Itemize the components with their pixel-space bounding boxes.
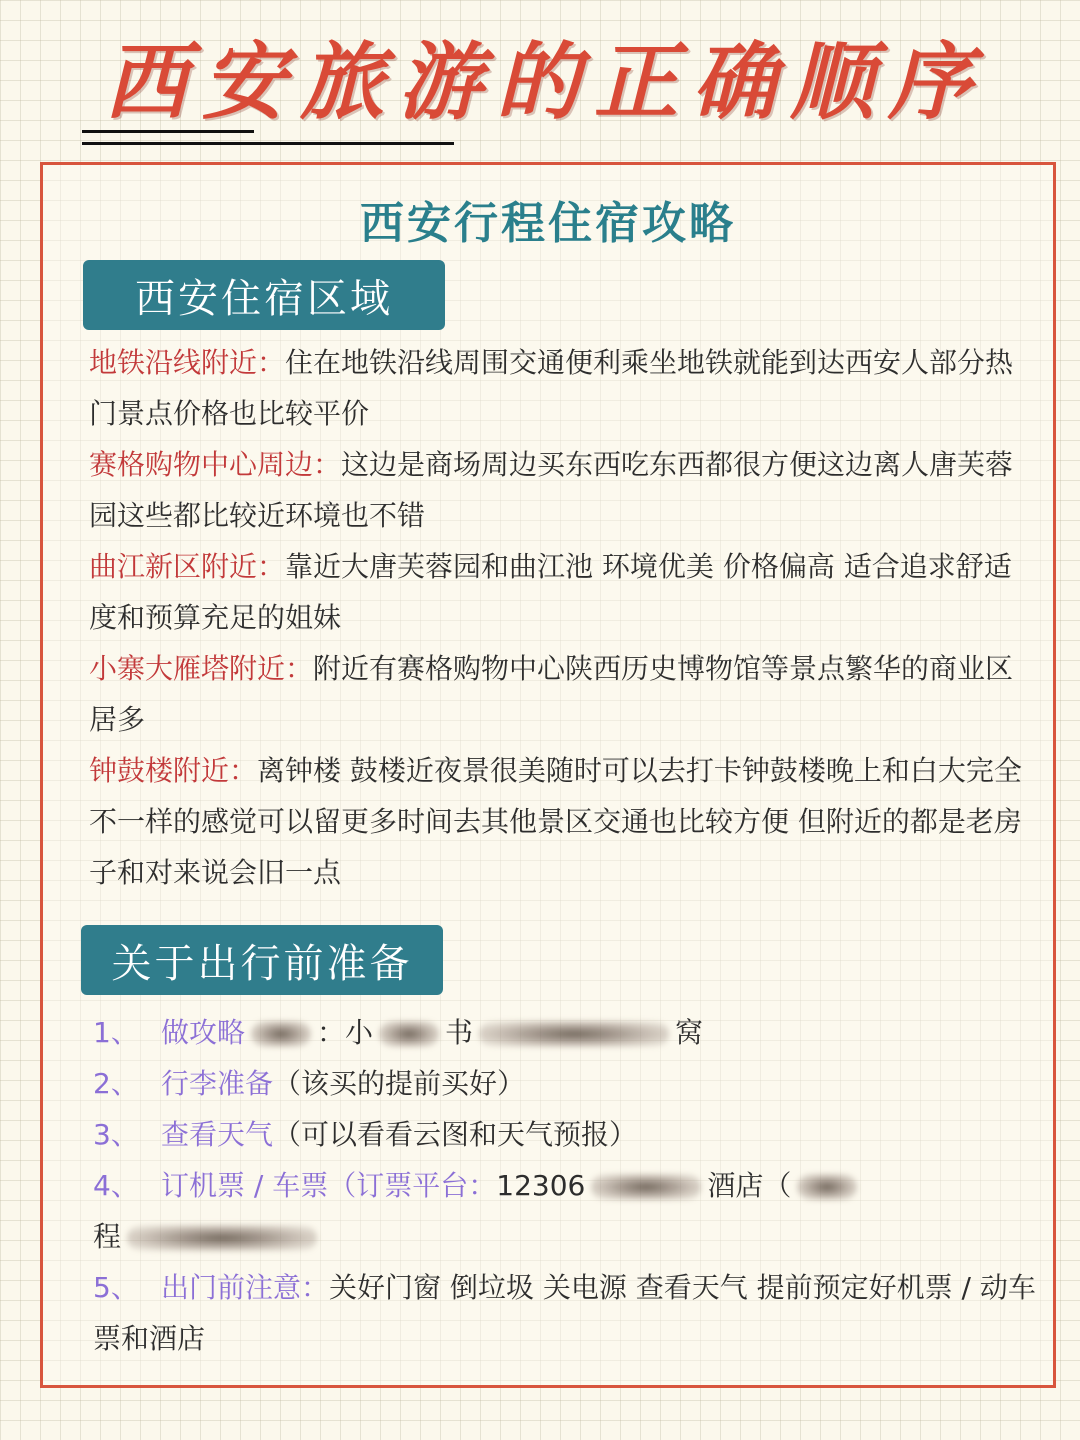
page-title-bar (50, 20, 1040, 130)
lodging-text: 这边是商场周边买东西吃东西都很方便这边离人唐芙蓉园这些都比较近环境也不错 (89, 448, 1014, 532)
card-title: 西安行程住宿攻略 (360, 198, 736, 249)
redacted-mark (479, 1021, 669, 1047)
redacted-mark (591, 1174, 701, 1200)
prep-text: ：小 (317, 1016, 374, 1049)
prep-number: 3、 (93, 1118, 139, 1151)
prep-item-guide (93, 1007, 1039, 1058)
prep-text: 书 (445, 1016, 474, 1049)
prep-label: 订机票 / 车票（订票平台： (161, 1169, 497, 1202)
lodging-item-xiaozhai (89, 643, 1035, 745)
prep-item-weather (93, 1109, 1039, 1160)
prep-text: （可以看看云图和天气预报） (273, 1118, 638, 1151)
lodging-text: 住在地铁沿线周围交通便利乘坐地铁就能到达西安人部分热门景点价格也比较平价 (89, 346, 1014, 430)
prep-number: 1、 (93, 1016, 139, 1049)
prep-text: （该买的提前买好） (273, 1067, 526, 1100)
lodging-label: 地铁沿线附近： (89, 346, 286, 379)
section-header-lodging: 西安住宿区域 (83, 260, 445, 330)
section-header-preparation: 关于出行前准备 (81, 925, 443, 995)
redacted-mark (797, 1174, 857, 1200)
prep-text: 酒店（ (707, 1169, 792, 1202)
lodging-item-saige (89, 439, 1035, 541)
lodging-list (89, 337, 1035, 898)
lodging-text: 离钟楼 鼓楼近夜景很美随时可以去打卡钟鼓楼晚上和白大完全不一样的感觉可以留更多时间去其他景区交通也比较方便 但附近的都是老房子和对来说会旧一点 (89, 754, 1022, 889)
prep-text: 窝 (675, 1016, 704, 1049)
lodging-item-metro (89, 337, 1035, 439)
redacted-mark (251, 1021, 311, 1047)
lodging-text: 靠近大唐芙蓉园和曲江池 环境优美 价格偏高 适合追求舒适度和预算充足的姐妹 (89, 550, 1012, 634)
prep-number: 2、 (93, 1067, 139, 1100)
redacted-mark (379, 1021, 439, 1047)
prep-label: 出门前注意： (161, 1271, 330, 1304)
lodging-label: 曲江新区附近： (89, 550, 286, 583)
prep-text: 关好门窗 倒垃圾 关电源 查看天气 提前预定好机票 / 动车票和酒店 (93, 1271, 1036, 1355)
lodging-label: 赛格购物中心周边： (89, 448, 342, 481)
prep-label: 查看天气 (161, 1118, 274, 1151)
lodging-label: 钟鼓楼附近： (89, 754, 258, 787)
redacted-mark (127, 1225, 317, 1251)
prep-text: 程 (93, 1220, 122, 1253)
prep-list (93, 1007, 1039, 1364)
itinerary-card (40, 162, 1056, 1388)
prep-number: 4、 (93, 1169, 139, 1202)
prep-label: 行李准备 (161, 1067, 274, 1100)
page-title: 西安旅游的正确顺序 (103, 31, 986, 131)
prep-item-tickets (93, 1160, 1039, 1262)
prep-item-before-leaving (93, 1262, 1039, 1364)
prep-label: 做攻略 (161, 1016, 246, 1049)
title-underline-long (82, 142, 454, 145)
lodging-item-bell-drum-tower (89, 745, 1035, 898)
lodging-text: 附近有赛格购物中心陕西历史博物馆等景点繁华的商业区居多 (89, 652, 1014, 736)
prep-number: 5、 (93, 1271, 139, 1304)
prep-text: 12306 (496, 1169, 586, 1202)
lodging-label: 小寨大雁塔附近： (89, 652, 314, 685)
title-underline-short (82, 130, 254, 133)
prep-item-luggage (93, 1058, 1039, 1109)
lodging-item-qujiang (89, 541, 1035, 643)
